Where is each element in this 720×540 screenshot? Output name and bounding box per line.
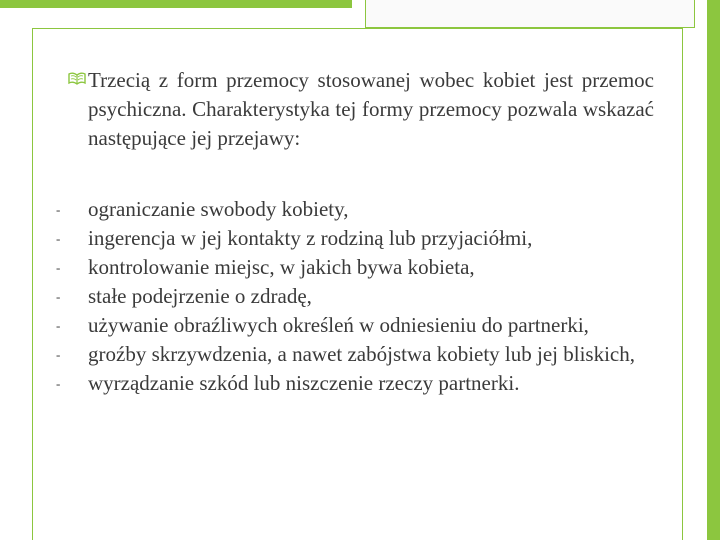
dash-marker: -	[56, 376, 61, 391]
list-item-text: używanie obraźliwych określeń w odniesieniu do partnerki,	[88, 313, 589, 337]
dash-marker: -	[56, 347, 61, 362]
list-item-text: ograniczanie swobody kobiety,	[88, 197, 349, 221]
dash-marker: -	[56, 202, 61, 217]
decorative-bar-left	[0, 0, 352, 8]
decorative-bar-right	[707, 0, 720, 540]
list-item	[56, 340, 664, 369]
list-item	[56, 369, 664, 398]
list-item-text: wyrządzanie szkód lub niszczenie rzeczy partnerki.	[88, 371, 520, 395]
decorative-tab-rectangle	[365, 0, 695, 28]
violence-forms-list	[56, 195, 664, 398]
intro-paragraph: Trzecią z form przemocy stosowanej wobec kobiet jest przemoc psychiczna. Charakterystyka tej formy przemocy pozwala wskazać następujące jej przejawy:	[88, 68, 654, 150]
list-item	[56, 282, 664, 311]
list-item	[56, 253, 664, 282]
list-item-text: groźby skrzywdzenia, a nawet zabójstwa kobiety lub jej bliskich,	[88, 342, 636, 366]
dash-marker: -	[56, 260, 61, 275]
list-item	[56, 195, 664, 224]
list-item-text: stałe podejrzenie o zdradę,	[88, 284, 312, 308]
list-item	[56, 311, 664, 340]
list-item-text: ingerencja w jej kontakty z rodziną lub przyjaciółmi,	[88, 226, 533, 250]
book-leaf-bullet-icon	[68, 71, 86, 85]
list-item-text: kontrolowanie miejsc, w jakich bywa kobieta,	[88, 255, 475, 279]
dash-marker: -	[56, 318, 61, 333]
list-item	[56, 224, 664, 253]
dash-marker: -	[56, 231, 61, 246]
dash-marker: -	[56, 289, 61, 304]
